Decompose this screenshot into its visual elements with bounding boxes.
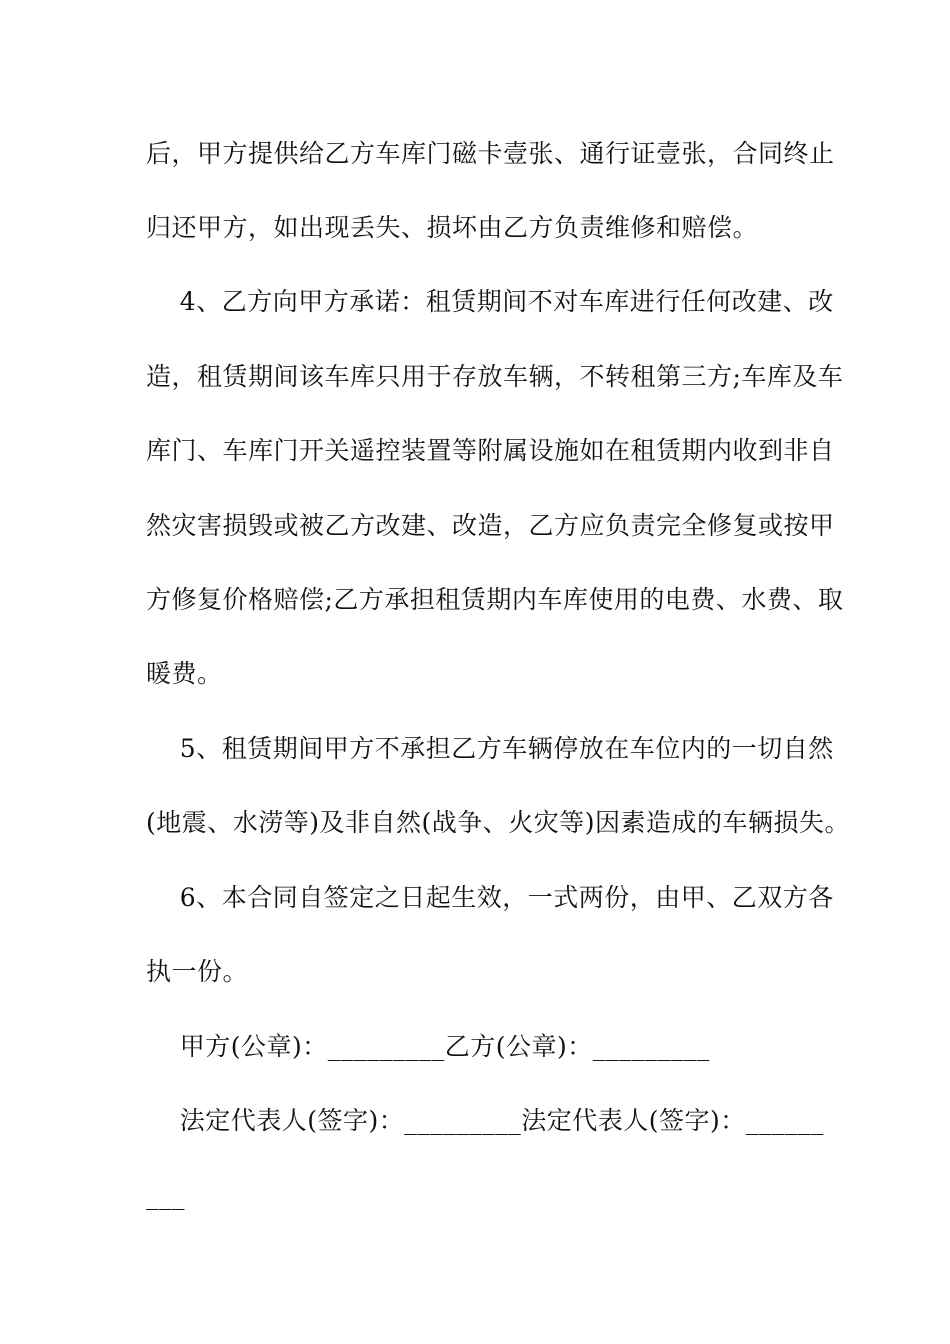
text-line: 造，租赁期间该车库只用于存放车辆，不转租第三方;车库及车 — [146, 362, 844, 391]
text-line: (地震、水涝等)及非自然(战争、火灾等)因素造成的车辆损失。 — [146, 808, 851, 837]
paragraph-6-start: 6、本合同自签定之日起生效，一式两份，由甲、乙双方各 — [146, 883, 834, 912]
signature-line-continuation: ___ — [146, 1181, 185, 1210]
text-line: 暖费。 — [146, 659, 223, 688]
paragraph-5-start: 5、租赁期间甲方不承担乙方车辆停放在车位内的一切自然 — [146, 734, 834, 763]
paragraph-4-start: 4、乙方向甲方承诺：租赁期间不对车库进行任何改建、改 — [146, 287, 834, 316]
text-line: 方修复价格赔偿;乙方承担租赁期内车库使用的电费、水费、取 — [146, 585, 844, 614]
text-line: 执一份。 — [146, 957, 249, 986]
representative-signature-line: 法定代表人(签字)：_________法定代表人(签字)：______ — [146, 1106, 824, 1135]
text-line: 库门、车库门开关遥控装置等附属设施如在租赁期内收到非自 — [146, 436, 835, 465]
text-line: 后，甲方提供给乙方车库门磁卡壹张、通行证壹张，合同终止 — [146, 139, 835, 168]
text-line: 然灾害损毁或被乙方改建、改造，乙方应负责完全修复或按甲 — [146, 511, 835, 540]
text-line: 归还甲方，如出现丢失、损坏由乙方负责维修和赔偿。 — [146, 213, 759, 242]
party-seal-line: 甲方(公章)：_________乙方(公章)：_________ — [146, 1032, 710, 1061]
